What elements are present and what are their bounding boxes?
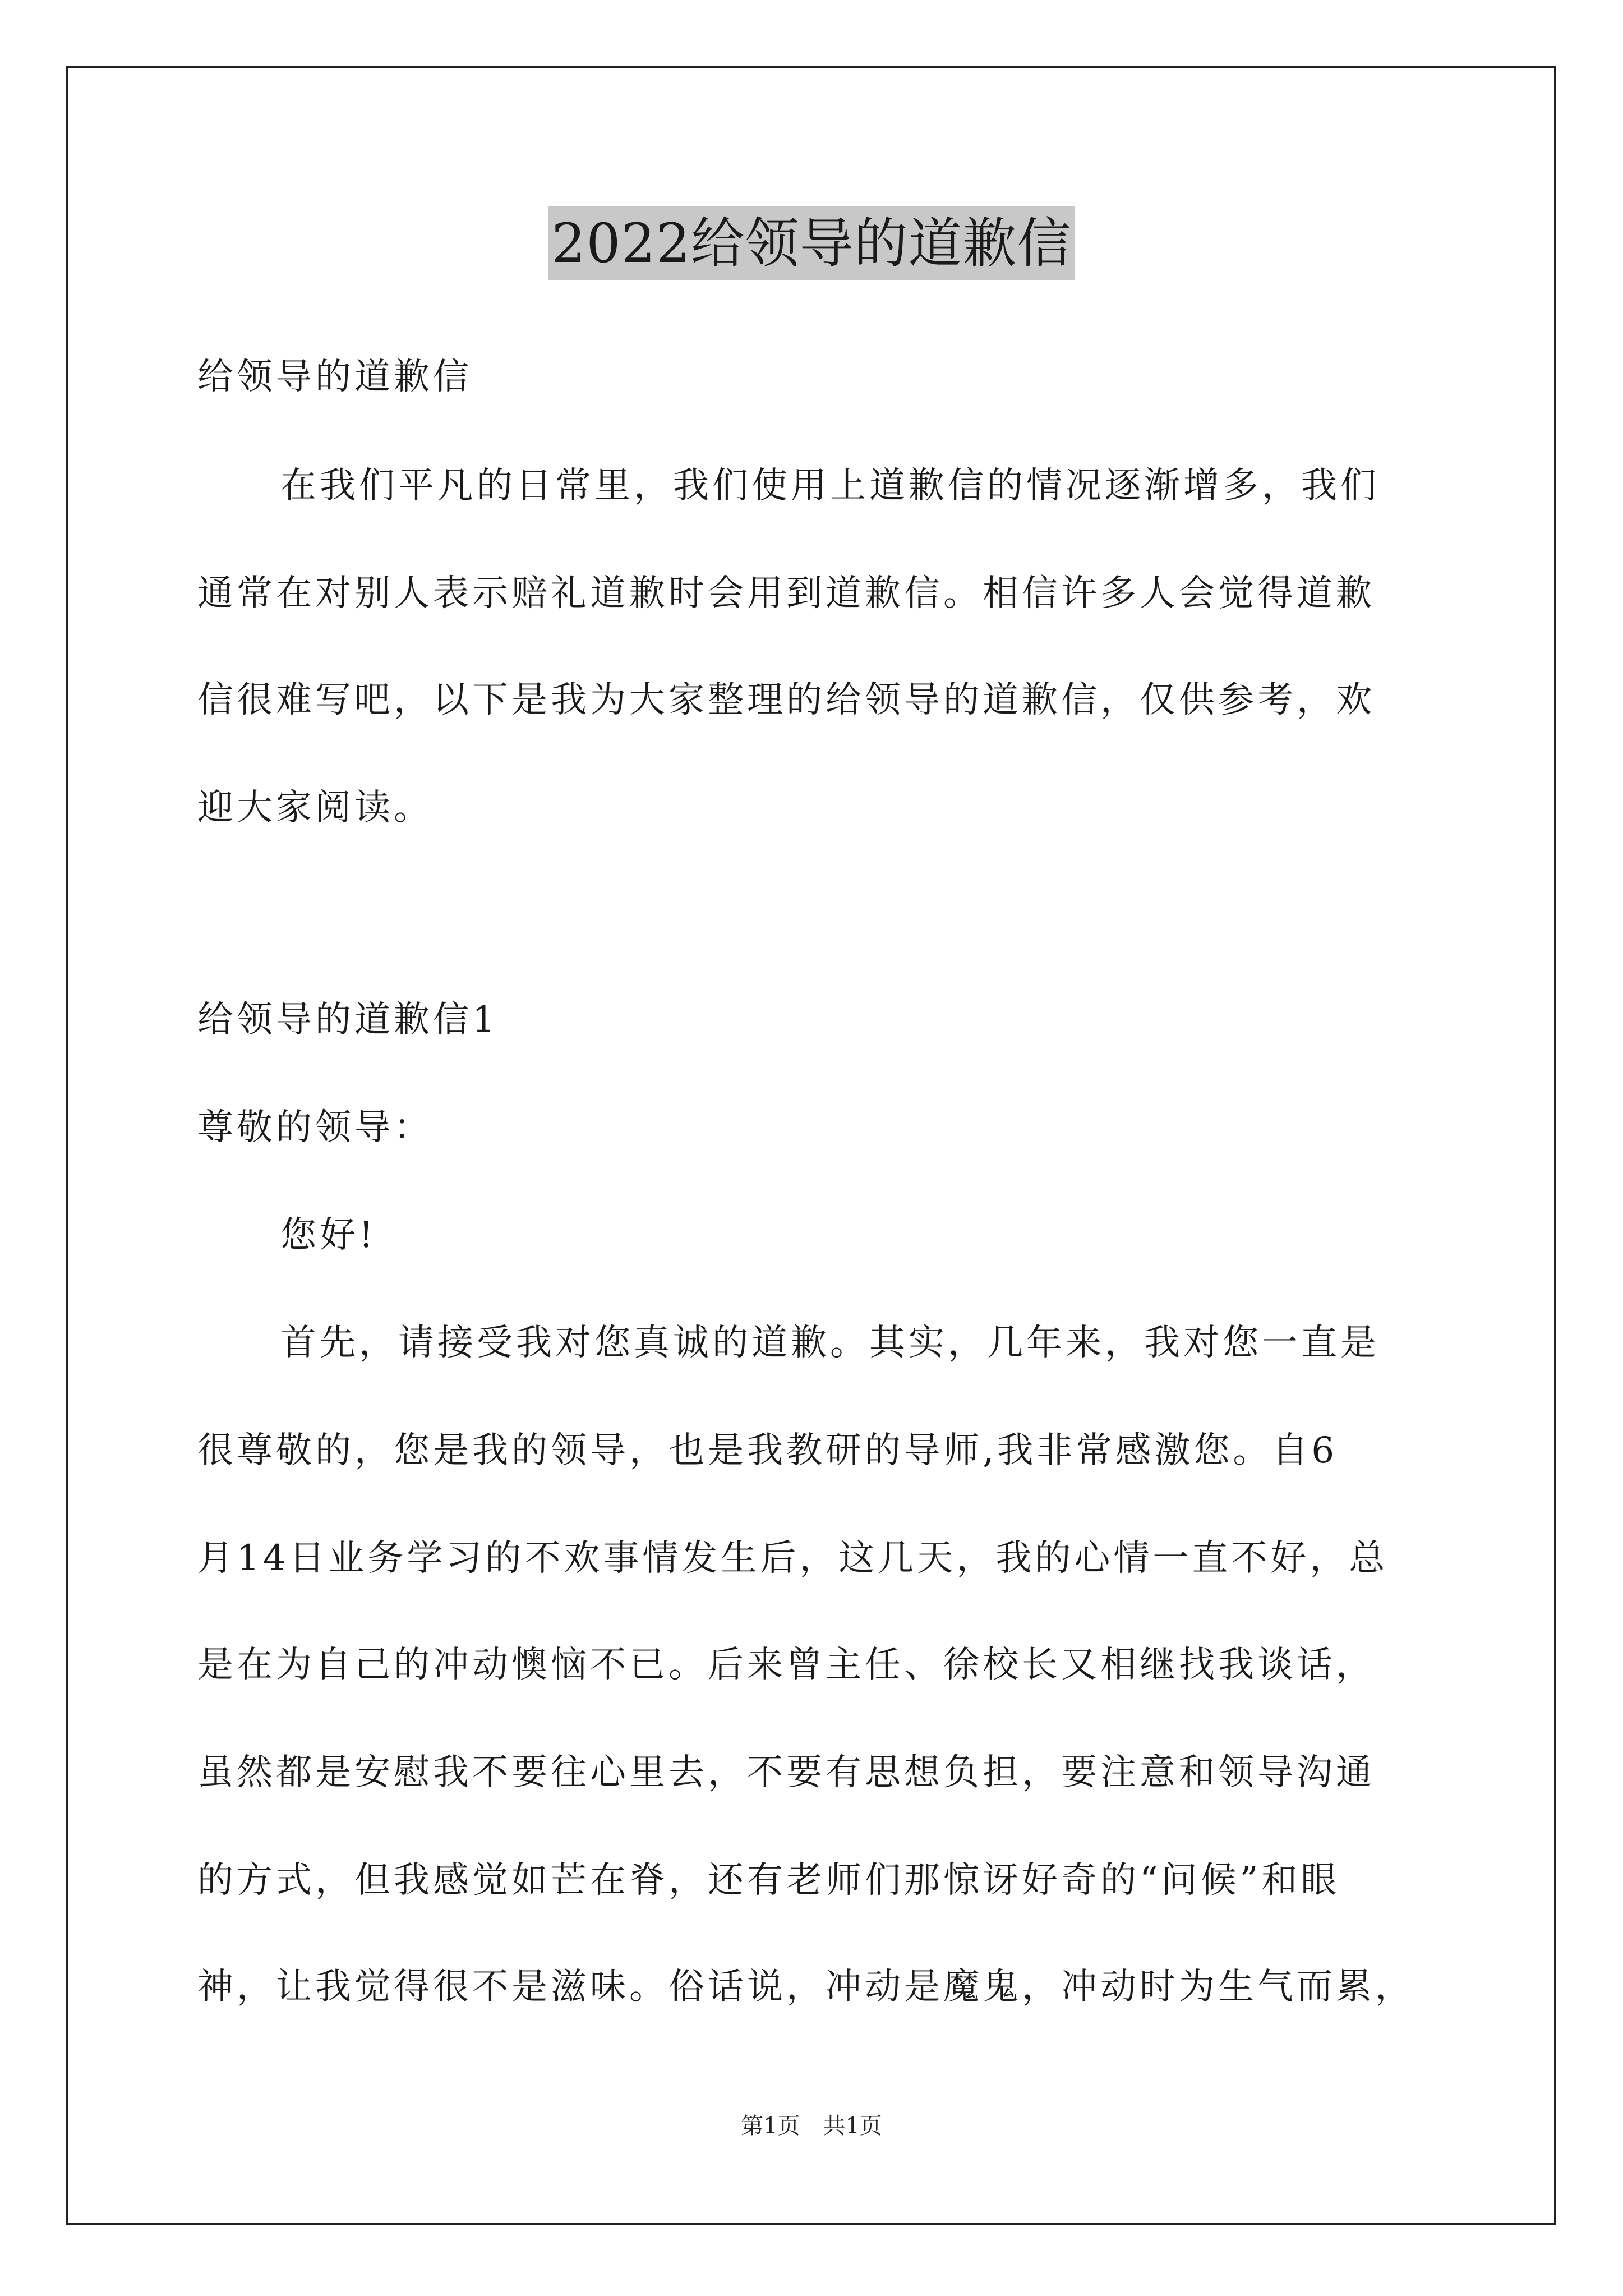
- body-line: 的方式，但我感觉如芒在脊，还有老师们那惊讶好奇的“问候”和眼: [197, 1860, 1340, 1901]
- document-title: 2022给领导的道歉信: [548, 206, 1075, 280]
- page-total: 共1页: [823, 2113, 882, 2139]
- body-line: 神，让我觉得很不是滋味。俗话说，冲动是魔鬼，冲动时为生气而累，: [197, 1966, 1414, 2008]
- intro-line: 信很难写吧，以下是我为大家整理的给领导的道歉信，仅供参考，欢: [197, 679, 1375, 721]
- page-number: 第1页: [741, 2113, 800, 2139]
- subtitle: 给领导的道歉信: [197, 356, 472, 398]
- body-line: 首先，请接受我对您真诚的道歉。其实，几年来，我对您一直是: [280, 1322, 1380, 1364]
- title-container: [0, 206, 1623, 280]
- body-line: 是在为自己的冲动懊恼不已。后来曾主任、徐校长又相继找我谈话，: [197, 1644, 1375, 1686]
- salutation: 尊敬的领导：: [197, 1107, 433, 1148]
- body-line: 月14日业务学习的不欢事情发生后，这几天，我的心情一直不好，总: [197, 1538, 1389, 1579]
- page-footer: [0, 2109, 1623, 2143]
- intro-line: 在我们平凡的日常里，我们使用上道歉信的情况逐渐增多，我们: [280, 465, 1380, 507]
- section-heading: 给领导的道歉信1: [197, 999, 499, 1041]
- body-line: 很尊敬的，您是我的领导，也是我教研的导师,我非常感激您。自6: [197, 1430, 1338, 1471]
- intro-line: 迎大家阅读。: [197, 787, 433, 829]
- intro-line: 通常在对别人表示赔礼道歉时会用到道歉信。相信许多人会觉得道歉: [197, 573, 1375, 614]
- body-line: 虽然都是安慰我不要往心里去，不要有思想负担，要注意和领导沟通: [197, 1752, 1375, 1793]
- greeting: 您好!: [280, 1214, 377, 1256]
